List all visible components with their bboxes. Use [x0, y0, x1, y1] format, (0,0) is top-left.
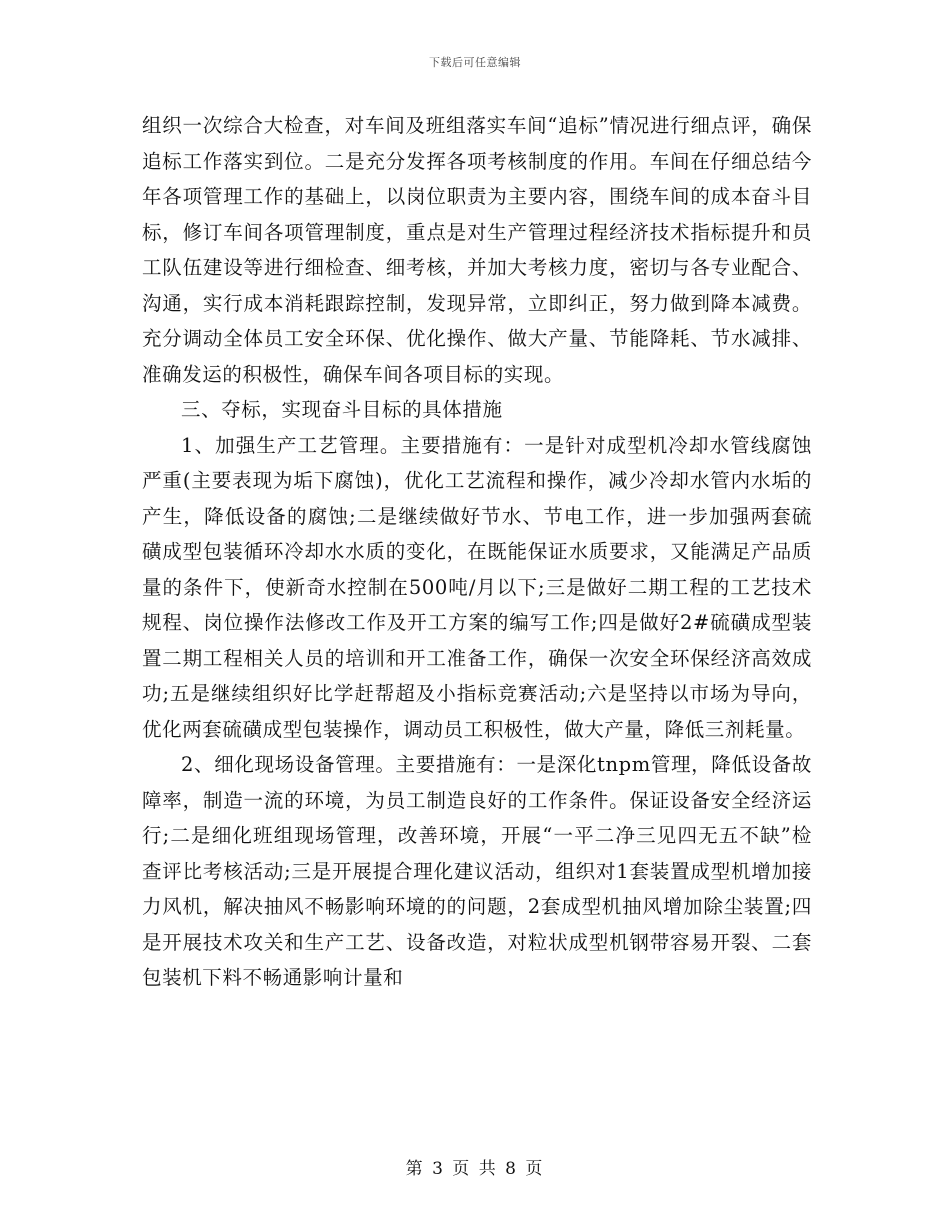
paragraph-equipment-management: 2、细化现场设备管理。主要措施有：一是深化tnpm管理，降低设备故障率，制造一流的环境，为员工制造良好的工作条件。保证设备安全经济运行;二是细化班组现场管理，改善环境，开展“一平二净三见四无五不缺”检查评比考核活动;三是开展提合理化建议活动，组织对1套装置成型机增加接力风机，解决抽风不畅影响环境的的问题，2套成型机抽风增加除尘装置;四是开展技术攻关和生产工艺、设备改造，对粒状成型机钢带容易开裂、二套包装机下料不畅通影响计量和 [142, 753, 812, 989]
document-body [142, 108, 812, 996]
section-heading: 三、夺标，实现奋斗目标的具体措施 [181, 398, 503, 421]
paragraph-continued: 组织一次综合大检查，对车间及班组落实车间“追标”情况进行细点评，确保追标工作落实到位。二是充分发挥各项考核制度的作用。车间在仔细总结今年各项管理工作的基础上，以岗位职责为主要内容，围绕车间的成本奋斗目标，修订车间各项管理制度，重点是对生产管理过程经济技术指标提升和员工队伍建设等进行细检查、细考核，并加大考核力度，密切与各专业配合、沟通，实行成本消耗跟踪控制，发现异常，立即纠正，努力做到降本减费。充分调动全体员工安全环保、优化操作、做大产量、节能降耗、节水减排、准确发运的积极性，确保车间各项目标的实现。 [142, 114, 812, 386]
paragraph-process-management: 1、加强生产工艺管理。主要措施有：一是针对成型机冷却水管线腐蚀严重(主要表现为垢下腐蚀)，优化工艺流程和操作，减少冷却水管内水垢的产生，降低设备的腐蚀;二是继续做好节水、节电工作，进一步加强两套硫磺成型包装循环冷却水水质的变化，在既能保证水质要求，又能满足产品质量的条件下，使新奇水控制在500吨/月以下;三是做好二期工程的工艺技术规程、岗位操作法修改工作及开工方案的编写工作;四是做好2#硫磺成型装置二期工程相关人员的培训和开工准备工作，确保一次安全环保经济高效成功;五是继续组织好比学赶帮超及小指标竞赛活动;六是坚持以市场为导向，优化两套硫磺成型包装操作，调动员工积极性，做大产量，降低三剂耗量。 [142, 433, 812, 741]
page-number: 第 3 页 共 8 页 [405, 1159, 545, 1179]
page-header: 下载后可任意编辑 [429, 56, 521, 69]
